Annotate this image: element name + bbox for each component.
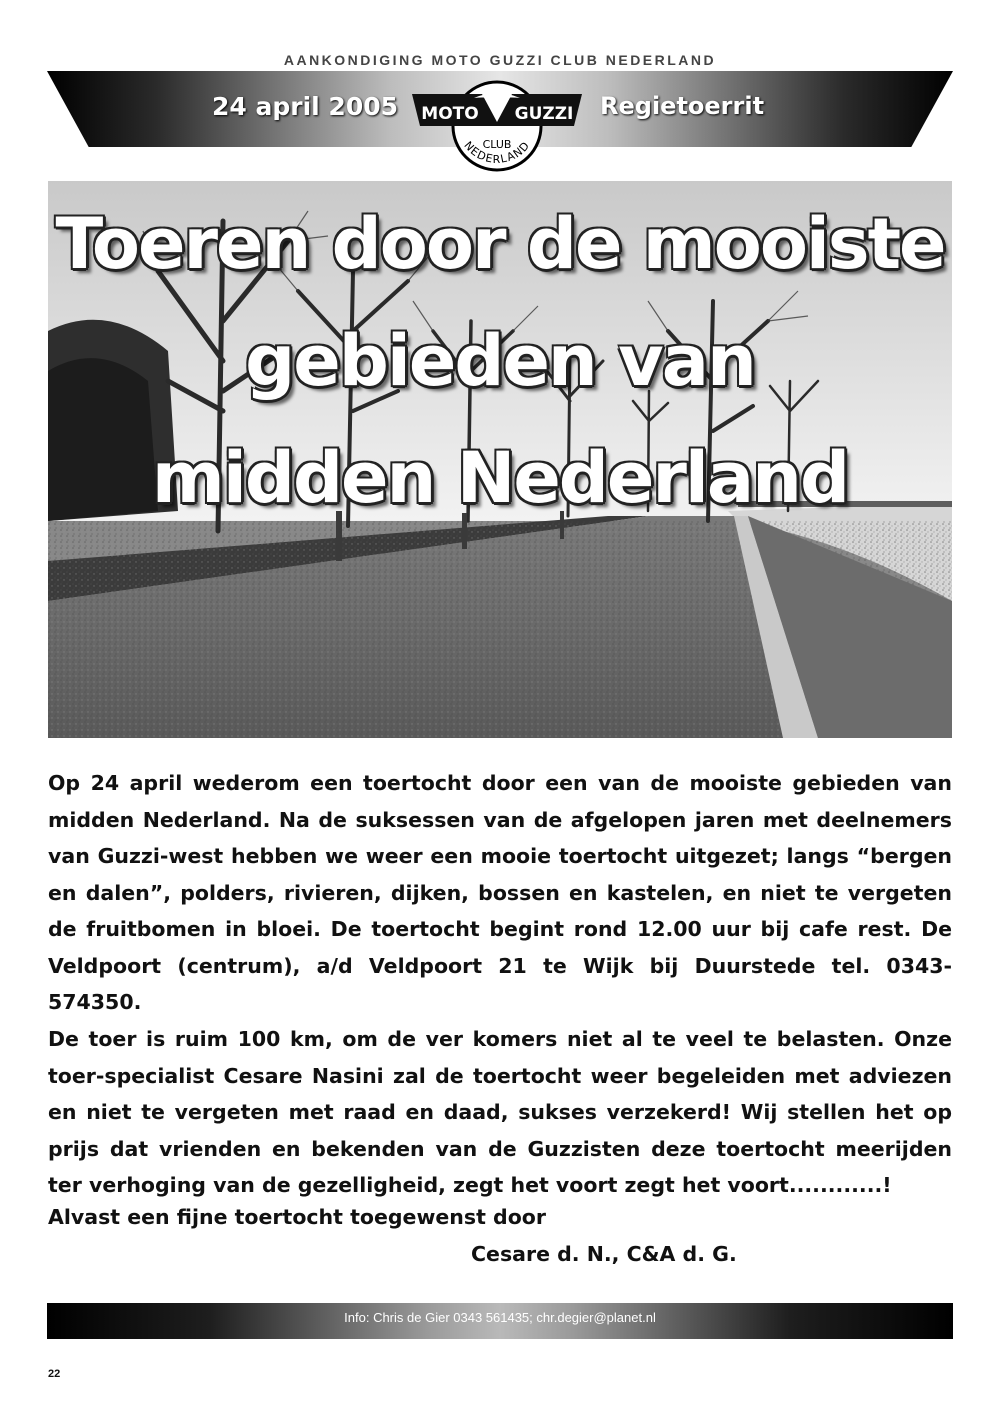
closing-line: Alvast een fijne toertocht toegewenst door xyxy=(48,1205,546,1229)
logo-ring-nederland: NEDERLAND xyxy=(461,138,533,166)
page-kicker: AANKONDIGING MOTO GUZZI CLUB NEDERLAND xyxy=(283,52,717,68)
event-type: Regietoerrit xyxy=(600,92,765,120)
headline xyxy=(48,186,952,537)
signature: Cesare d. N., C&A d. G. xyxy=(471,1242,737,1266)
headline-line-1: Toeren door de mooiste xyxy=(55,203,945,285)
event-date: 24 april 2005 xyxy=(212,92,399,121)
moto-guzzi-club-logo xyxy=(402,80,592,176)
body-paragraph-2: De toer is ruim 100 km, om de ver komers niet al te veel te belasten. Onze toer-specialist Cesare Nasini zal de toertocht weer begeleiden met adviezen en niet te vergeten met raad en daad, sukses verzekerd! Wij stellen het op prijs dat vrienden en bekenden van de Guzzisten deze toertocht meerijden ter verhoging van de gezelligheid, zegt het voort zegt het voort............! xyxy=(48,1027,952,1197)
headline-line-2: gebieden van xyxy=(245,320,755,402)
logo-word-guzzi: GUZZI xyxy=(514,104,574,124)
body-paragraph-1: Op 24 april wederom een toertocht door een van de mooiste gebieden van midden Nederland. Na de suksessen van de afgelopen jaren met deelnemers van Guzzi-west hebben we weer een mooie toertocht uitgezet; langs “bergen en dalen”, polders, rivieren, dijken, bossen en kastelen, en niet te vergeten de fruitbomen in bloei. De toertocht begint rond 12.00 uur bij cafe rest. De Veldpoort (centrum), a/d Veldpoort 21 te Wijk bij Duurstede tel. 0343-574350. xyxy=(48,771,952,1014)
page-number: 22 xyxy=(48,1368,61,1380)
headline-line-3: midden Nederland xyxy=(151,437,849,519)
logo-word-moto: MOTO xyxy=(421,104,479,124)
logo-ring-club: CLUB xyxy=(482,138,512,151)
footer-info: Info: Chris de Gier 0343 561435; chr.degier@planet.nl xyxy=(344,1310,656,1325)
